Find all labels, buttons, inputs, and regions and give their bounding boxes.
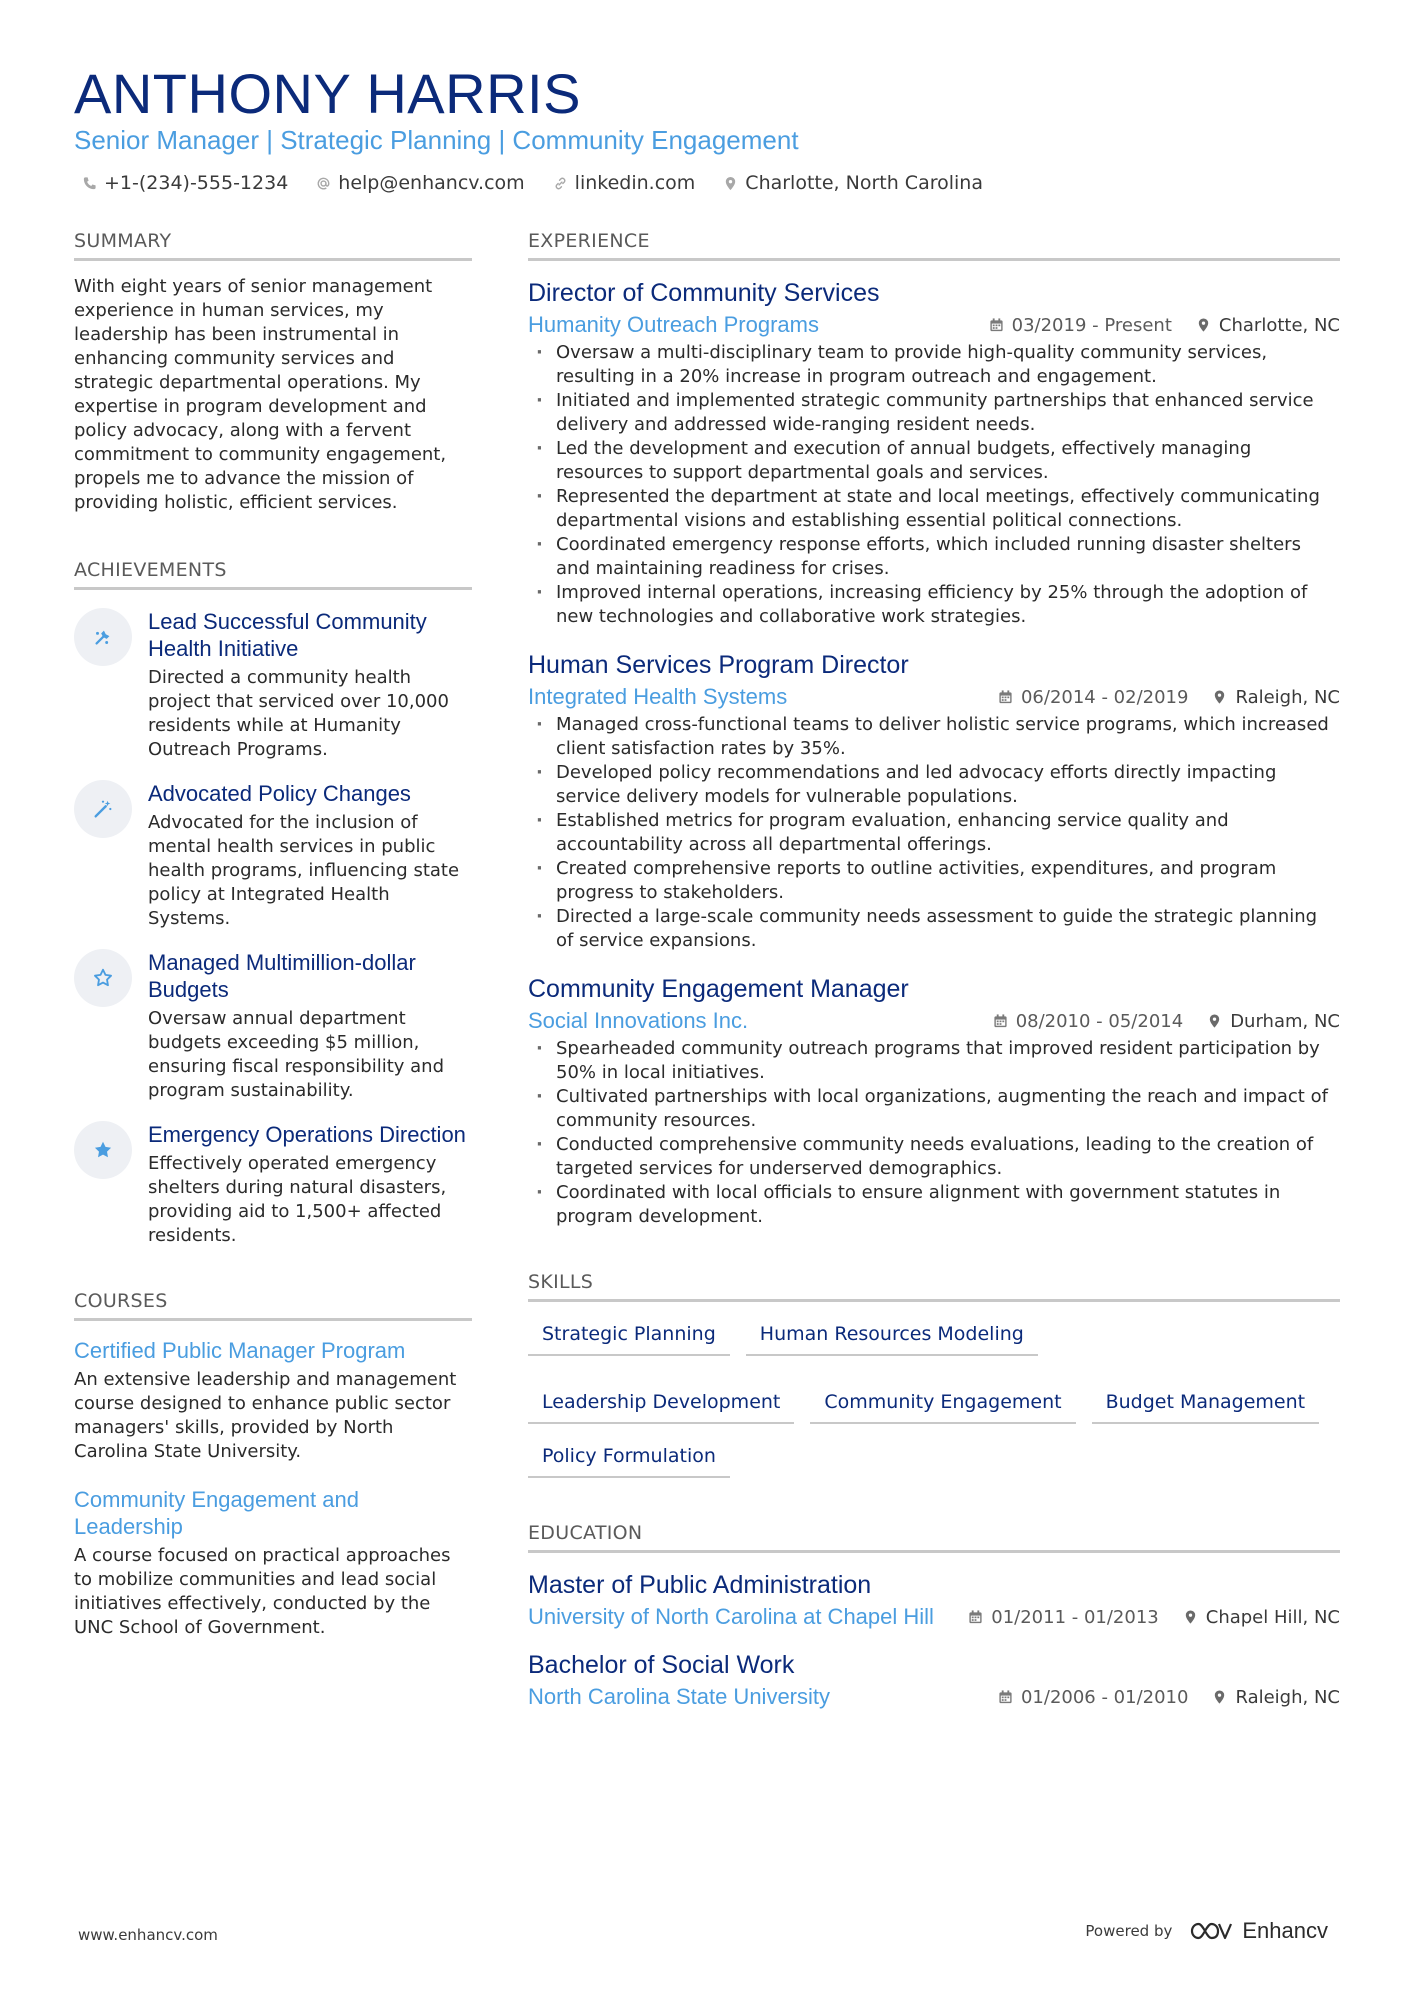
job-bullets xyxy=(528,341,1340,629)
education-location-text: Chapel Hill, NC xyxy=(1205,1606,1340,1628)
location-icon xyxy=(1207,1013,1222,1029)
candidate-name: ANTHONY HARRIS xyxy=(74,62,581,125)
contact-location-text: Charlotte, North Carolina xyxy=(745,172,983,194)
achievement-title: Advocated Policy Changes xyxy=(148,781,411,806)
location-icon xyxy=(1183,1609,1198,1625)
job-company: Integrated Health Systems xyxy=(528,684,788,709)
job-dates-text: 03/2019 - Present xyxy=(1011,314,1172,336)
job-bullet: · Coordinated emergency response efforts, which included running disaster shelters and maintaining readiness for crises. xyxy=(528,533,1340,581)
course-title: Community Engagement and Leadership xyxy=(74,1487,359,1539)
contact-linkedin[interactable] xyxy=(553,170,696,196)
education-entry xyxy=(528,1649,1340,1711)
education-heading: EDUCATION xyxy=(528,1520,1340,1553)
footer-website[interactable]: www.enhancv.com xyxy=(78,1926,218,1944)
job-title: Human Services Program Director xyxy=(528,651,909,679)
at-icon xyxy=(316,176,331,191)
job-bullets xyxy=(528,1037,1340,1229)
skills-heading: SKILLS xyxy=(528,1269,1340,1302)
contact-email-text: help@enhancv.com xyxy=(338,172,525,194)
achievement-item xyxy=(74,608,472,762)
job-bullet: · Directed a large-scale community needs assessment to guide the strategic planning of service expansions. xyxy=(528,905,1340,953)
right-column xyxy=(528,228,1340,1711)
achievement-icon-wrap xyxy=(74,949,132,1007)
skill-tag: Human Resources Modeling xyxy=(746,1316,1038,1356)
course-item xyxy=(74,1337,472,1464)
job-dates xyxy=(998,687,1189,708)
contact-phone[interactable] xyxy=(82,170,288,196)
school-name: University of North Carolina at Chapel Hill xyxy=(528,1604,934,1629)
achievement-desc: Oversaw annual department budgets exceeding $5 million, ensuring fiscal responsibility and program sustainability. xyxy=(148,1008,444,1101)
achievement-icon-wrap xyxy=(74,1121,132,1179)
job-bullet: · Established metrics for program evaluation, enhancing service quality and accountability across all departmental offerings. xyxy=(528,809,1340,857)
enhancv-logo[interactable] xyxy=(1188,1918,1328,1944)
summary-heading: SUMMARY xyxy=(74,228,472,261)
location-icon xyxy=(1212,1689,1227,1705)
skills-list xyxy=(528,1316,1340,1478)
education-location xyxy=(1183,1607,1340,1628)
course-title: Certified Public Manager Program xyxy=(74,1338,406,1363)
job-bullet: · Oversaw a multi-disciplinary team to provide high-quality community services, resulting in a 20% increase in program outreach and engagement. xyxy=(528,341,1340,389)
calendar-icon xyxy=(993,1013,1008,1029)
star-outline-icon xyxy=(92,967,114,989)
contact-bar xyxy=(82,170,983,196)
course-desc: An extensive leadership and management course designed to enhance public sector managers' skills, provided by North Carolina State University. xyxy=(74,1369,457,1462)
education-dates xyxy=(998,1687,1189,1708)
achievement-desc: Effectively operated emergency shelters during natural disasters, providing aid to 1,500+ affected residents. xyxy=(148,1153,447,1246)
job-location xyxy=(1207,1011,1340,1032)
location-icon xyxy=(723,176,738,191)
education-location xyxy=(1212,1687,1340,1708)
left-column xyxy=(74,228,472,1640)
skills-section xyxy=(528,1269,1340,1478)
calendar-icon xyxy=(998,1689,1013,1705)
job-company: Social Innovations Inc. xyxy=(528,1008,749,1033)
degree-title: Bachelor of Social Work xyxy=(528,1651,795,1679)
skill-tag: Community Engagement xyxy=(810,1384,1075,1424)
job-location-text: Durham, NC xyxy=(1230,1010,1340,1032)
course-desc: A course focused on practical approaches to mobilize communities and lead social initiatives effectively, conducted by the UNC School of Government. xyxy=(74,1545,451,1638)
job-bullet: · Improved internal operations, increasing efficiency by 25% through the adoption of new technologies and collaborative work strategies. xyxy=(528,581,1340,629)
footer-branding xyxy=(1085,1918,1328,1944)
target-arrow-icon xyxy=(92,626,114,648)
achievements-heading: ACHIEVEMENTS xyxy=(74,557,472,590)
calendar-icon xyxy=(968,1609,983,1625)
job-location-text: Raleigh, NC xyxy=(1235,686,1340,708)
achievement-title: Managed Multimillion-dollar Budgets xyxy=(148,950,416,1002)
powered-by-label: Powered by xyxy=(1085,1922,1173,1940)
job-bullet: · Conducted comprehensive community needs evaluations, leading to the creation of targeted services for underserved demographics. xyxy=(528,1133,1340,1181)
job-bullet: · Created comprehensive reports to outline activities, expenditures, and program progress to stakeholders. xyxy=(528,857,1340,905)
job-bullets xyxy=(528,713,1340,953)
star-filled-icon xyxy=(92,1139,114,1161)
courses-section xyxy=(74,1288,472,1640)
link-icon xyxy=(553,176,568,191)
job-location xyxy=(1212,687,1340,708)
courses-heading: COURSES xyxy=(74,1288,472,1321)
education-dates xyxy=(968,1607,1159,1628)
achievement-title: Emergency Operations Direction xyxy=(148,1122,466,1147)
achievement-item xyxy=(74,949,472,1103)
candidate-subtitle: Senior Manager | Strategic Planning | Community Engagement xyxy=(74,125,799,155)
skill-tag: Budget Management xyxy=(1092,1384,1320,1424)
skill-tag: Policy Formulation xyxy=(528,1438,730,1478)
education-location-text: Raleigh, NC xyxy=(1235,1686,1340,1708)
achievement-desc: Advocated for the inclusion of mental health services in public health programs, influencing state policy at Integrated Health Systems. xyxy=(148,812,460,929)
enhancv-logo-icon xyxy=(1188,1919,1234,1943)
achievement-item xyxy=(74,1121,472,1248)
experience-heading: EXPERIENCE xyxy=(528,228,1340,261)
job-dates-text: 08/2010 - 05/2014 xyxy=(1015,1010,1184,1032)
magic-wand-icon xyxy=(92,798,114,820)
achievement-title: Lead Successful Community Health Initiative xyxy=(148,609,427,661)
job-dates xyxy=(989,315,1172,336)
calendar-icon xyxy=(989,317,1004,333)
job-bullet: · Initiated and implemented strategic community partnerships that enhanced service delivery and addressed wide-ranging resident needs. xyxy=(528,389,1340,437)
job-entry xyxy=(528,649,1340,953)
achievements-section xyxy=(74,557,472,1248)
job-bullet: · Led the development and execution of annual budgets, effectively managing resources to support departmental goals and services. xyxy=(528,437,1340,485)
skill-tag: Strategic Planning xyxy=(528,1316,730,1356)
education-section xyxy=(528,1520,1340,1711)
job-bullet: · Cultivated partnerships with local organizations, augmenting the reach and impact of community resources. xyxy=(528,1085,1340,1133)
education-entry xyxy=(528,1569,1340,1631)
brand-name: Enhancv xyxy=(1242,1918,1328,1943)
contact-phone-text: +1-(234)-555-1234 xyxy=(104,172,289,194)
job-location xyxy=(1196,315,1340,336)
achievement-item xyxy=(74,780,472,931)
job-dates-text: 06/2014 - 02/2019 xyxy=(1020,686,1189,708)
location-icon xyxy=(1196,317,1211,333)
contact-linkedin-text: linkedin.com xyxy=(574,172,696,194)
job-bullet: · Developed policy recommendations and led advocacy efforts directly impacting service delivery models for vulnerable populations. xyxy=(528,761,1340,809)
education-dates-text: 01/2011 - 01/2013 xyxy=(991,1606,1159,1628)
job-bullet: · Spearheaded community outreach programs that improved resident participation by 50% in local initiatives. xyxy=(528,1037,1340,1085)
achievement-desc: Directed a community health project that serviced over 10,000 residents while at Humanity Outreach Programs. xyxy=(148,667,449,760)
calendar-icon xyxy=(998,689,1013,705)
job-bullet: · Coordinated with local officials to ensure alignment with government statutes in program development. xyxy=(528,1181,1340,1229)
phone-icon xyxy=(82,176,97,191)
experience-section xyxy=(528,228,1340,1229)
summary-section xyxy=(74,228,472,515)
job-title: Director of Community Services xyxy=(528,279,880,307)
job-dates xyxy=(993,1011,1184,1032)
education-dates-text: 01/2006 - 01/2010 xyxy=(1020,1686,1189,1708)
skill-tag: Leadership Development xyxy=(528,1384,794,1424)
job-bullet: · Represented the department at state and local meetings, effectively communicating departmental visions and establishing essential political connections. xyxy=(528,485,1340,533)
degree-title: Master of Public Administration xyxy=(528,1571,872,1599)
achievement-icon-wrap xyxy=(74,780,132,838)
job-bullet: · Managed cross-functional teams to deliver holistic service programs, which increased client satisfaction rates by 35%. xyxy=(528,713,1340,761)
location-icon xyxy=(1212,689,1227,705)
job-location-text: Charlotte, NC xyxy=(1218,314,1340,336)
achievement-icon-wrap xyxy=(74,608,132,666)
course-item xyxy=(74,1486,472,1640)
job-title: Community Engagement Manager xyxy=(528,975,909,1003)
school-name: North Carolina State University xyxy=(528,1684,831,1709)
summary-text: With eight years of senior management experience in human services, my leadership has been instrumental in enhancing community services and strategic departmental operations. My expertise in program development and policy advocacy, along with a fervent commitment to community engagement, propels me to advance the mission of providing holistic, efficient services. xyxy=(74,276,447,513)
job-entry xyxy=(528,277,1340,629)
contact-email[interactable] xyxy=(316,170,524,196)
job-company: Humanity Outreach Programs xyxy=(528,312,819,337)
job-entry xyxy=(528,973,1340,1229)
contact-location xyxy=(723,170,983,196)
